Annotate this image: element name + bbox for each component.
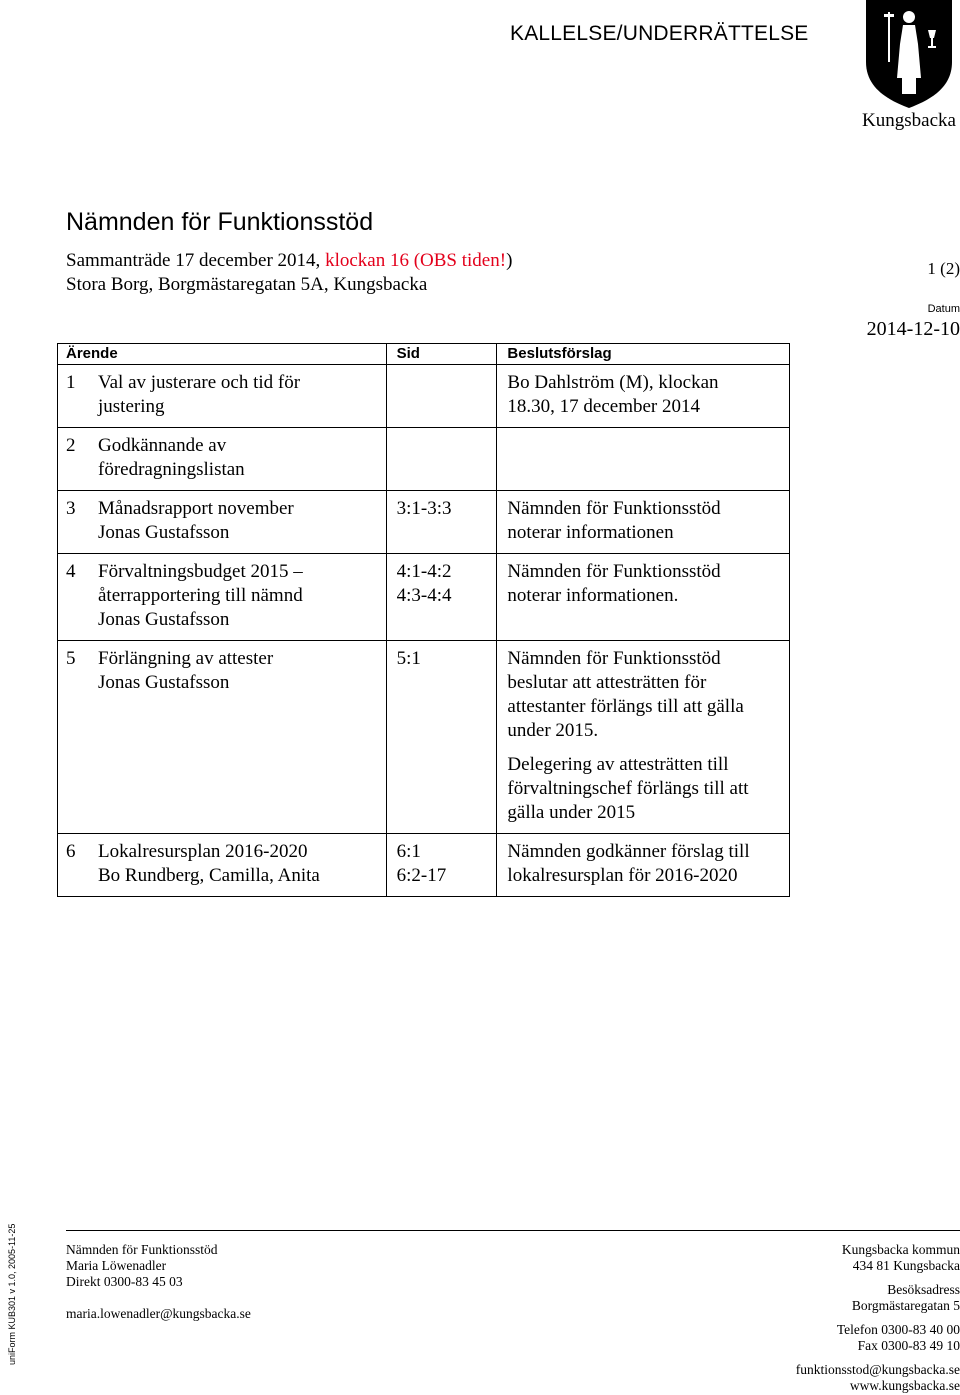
agenda-row bbox=[58, 641, 790, 834]
agenda-proposal-line: beslutar att attesträtten för bbox=[507, 672, 707, 693]
document-date: 2014-12-10 bbox=[866, 318, 960, 340]
agenda-page-cell bbox=[386, 554, 497, 641]
committee-title: Nämnden för Funktionsstöd bbox=[66, 208, 374, 236]
agenda-item-cell bbox=[58, 428, 387, 491]
agenda-item-number: 3 bbox=[66, 498, 76, 519]
agenda-proposal-line: lokalresursplan för 2016-2020 bbox=[507, 865, 738, 886]
footer-contact-name: Maria Löwenadler bbox=[66, 1258, 167, 1273]
footer-visit-label: Besöksadress bbox=[887, 1282, 960, 1297]
agenda-item-cell bbox=[58, 365, 387, 428]
date-label: Datum bbox=[927, 303, 960, 315]
agenda-proposal-line: 18.30, 17 december 2014 bbox=[507, 396, 701, 417]
agenda-item-number: 5 bbox=[66, 648, 76, 669]
agenda-proposal-paragraph bbox=[507, 560, 783, 608]
agenda-page-ref: 4:1-4:2 bbox=[396, 561, 452, 582]
agenda-item-cell bbox=[58, 834, 387, 897]
meeting-line-end: ) bbox=[506, 250, 513, 271]
agenda-item-cell bbox=[58, 491, 387, 554]
page-number: 1 (2) bbox=[927, 259, 960, 278]
agenda-proposal-line: Nämnden för Funktionsstöd bbox=[507, 561, 721, 582]
agenda-page-cell bbox=[386, 428, 497, 491]
agenda-proposal-line: gälla under 2015 bbox=[507, 802, 636, 823]
agenda-row bbox=[58, 834, 790, 897]
footer-contact bbox=[66, 1242, 251, 1322]
agenda-page-ref: 5:1 bbox=[396, 648, 421, 669]
footer-postal-address: 434 81 Kungsbacka bbox=[852, 1258, 960, 1273]
agenda-item-line: Månadsrapport november bbox=[98, 498, 294, 519]
agenda-proposal-line: Nämnden för Funktionsstöd bbox=[507, 498, 721, 519]
agenda-body bbox=[58, 365, 790, 897]
header-proposal: Beslutsförslag bbox=[497, 344, 790, 365]
agenda-page-ref: 3:1-3:3 bbox=[396, 498, 452, 519]
agenda-proposal-line: attestanter förlängs till att gälla bbox=[507, 696, 744, 717]
agenda-item-number: 6 bbox=[66, 841, 76, 862]
agenda-item-text bbox=[98, 371, 300, 419]
agenda-proposal-line: noterar informationen. bbox=[507, 585, 679, 606]
agenda-item-line: Bo Rundberg, Camilla, Anita bbox=[98, 865, 320, 886]
header-page: Sid bbox=[386, 344, 497, 365]
footer-org-name: Kungsbacka kommun bbox=[841, 1242, 960, 1257]
footer-visit-address: Borgmästaregatan 5 bbox=[851, 1298, 960, 1313]
meeting-date: Sammanträde 17 december 2014, bbox=[66, 250, 326, 271]
agenda-proposal-cell bbox=[497, 491, 790, 554]
agenda-item-line: Jonas Gustafsson bbox=[98, 609, 230, 630]
agenda-page-ref: 6:2-17 bbox=[396, 865, 447, 886]
agenda-page-ref: 4:3-4:4 bbox=[396, 585, 452, 606]
agenda-table bbox=[57, 343, 790, 897]
agenda-page-ref: 6:1 bbox=[396, 841, 421, 862]
agenda-proposal-cell bbox=[497, 554, 790, 641]
agenda-page-cell bbox=[386, 365, 497, 428]
agenda-item-line: Val av justerare och tid för bbox=[98, 372, 301, 393]
agenda-proposal-line: noterar informationen bbox=[507, 522, 674, 543]
agenda-item-cell bbox=[58, 554, 387, 641]
agenda-item-line: Jonas Gustafsson bbox=[98, 672, 230, 693]
footer-committee: Nämnden för Funktionsstöd bbox=[66, 1242, 218, 1257]
agenda-item-number: 4 bbox=[66, 561, 76, 582]
agenda-proposal-cell bbox=[497, 641, 790, 834]
agenda-item-number: 1 bbox=[66, 372, 76, 393]
agenda-page-cell bbox=[386, 834, 497, 897]
agenda-row bbox=[58, 554, 790, 641]
agenda-proposal-line: Bo Dahlström (M), klockan bbox=[507, 372, 719, 393]
agenda-item-number: 2 bbox=[66, 435, 76, 456]
agenda-row bbox=[58, 428, 790, 491]
meeting-line bbox=[66, 250, 512, 272]
footer-divider bbox=[66, 1230, 960, 1231]
agenda-proposal-line: under 2015. bbox=[507, 720, 599, 741]
footer-direct-phone: Direkt 0300-83 45 03 bbox=[66, 1274, 183, 1289]
footer-org-email[interactable]: funktionsstod@kungsbacka.se bbox=[795, 1362, 960, 1377]
agenda-proposal-line: Nämnden godkänner förslag till bbox=[507, 841, 750, 862]
agenda-item-line: Godkännande av bbox=[98, 435, 227, 456]
agenda-proposal-cell bbox=[497, 834, 790, 897]
agenda-item-line: föredragningslistan bbox=[98, 459, 245, 480]
agenda-item-line: justering bbox=[98, 396, 165, 417]
agenda-page-cell bbox=[386, 641, 497, 834]
form-identifier: uniForm KUB301 v 1.0, 2005-11-25 bbox=[7, 1223, 17, 1365]
footer-organization bbox=[796, 1242, 960, 1394]
agenda-proposal-line: Delegering av attesträtten till bbox=[507, 754, 729, 775]
agenda-proposal-paragraph bbox=[507, 753, 783, 825]
header-item: Ärende bbox=[58, 344, 387, 365]
agenda-item-line: Förvaltningsbudget 2015 – bbox=[98, 561, 303, 582]
agenda-item-text bbox=[98, 497, 294, 545]
agenda-item-line: återrapportering till nämnd bbox=[98, 585, 303, 606]
agenda-row bbox=[58, 365, 790, 428]
footer-phone: Telefon 0300-83 40 00 bbox=[836, 1322, 960, 1337]
document-type: KALLELSE/UNDERRÄTTELSE bbox=[510, 22, 809, 45]
footer-website[interactable]: www.kungsbacka.se bbox=[849, 1378, 960, 1393]
agenda-proposal-cell bbox=[497, 365, 790, 428]
agenda-proposal-line: Nämnden för Funktionsstöd bbox=[507, 648, 721, 669]
agenda-item-cell bbox=[58, 641, 387, 834]
agenda-item-line: Förlängning av attester bbox=[98, 648, 274, 669]
agenda-proposal-line: förvaltningschef förlängs till att bbox=[507, 778, 749, 799]
agenda-item-text bbox=[98, 840, 320, 888]
agenda-proposal-paragraph bbox=[507, 647, 783, 743]
agenda-item-text bbox=[98, 560, 303, 632]
agenda-proposal-paragraph bbox=[507, 497, 783, 545]
agenda-item-line: Lokalresursplan 2016-2020 bbox=[98, 841, 308, 862]
meeting-time-highlight: klockan 16 (OBS tiden! bbox=[325, 250, 507, 271]
agenda-proposal-paragraph bbox=[507, 371, 783, 419]
agenda-proposal-paragraph bbox=[507, 840, 783, 888]
agenda-item-line: Jonas Gustafsson bbox=[98, 522, 230, 543]
agenda-row bbox=[58, 491, 790, 554]
agenda-item-text bbox=[98, 647, 273, 695]
logo-wordmark: Kungsbacka bbox=[862, 110, 956, 131]
agenda-header-row bbox=[58, 344, 790, 365]
meeting-location: Stora Borg, Borgmästaregatan 5A, Kungsbacka bbox=[66, 274, 428, 295]
agenda-proposal-cell bbox=[497, 428, 790, 491]
agenda-item-text bbox=[98, 434, 245, 482]
footer-fax: Fax 0300-83 49 10 bbox=[857, 1338, 960, 1353]
footer-contact-email[interactable]: maria.lowenadler@kungsbacka.se bbox=[66, 1306, 251, 1321]
agenda-page-cell bbox=[386, 491, 497, 554]
